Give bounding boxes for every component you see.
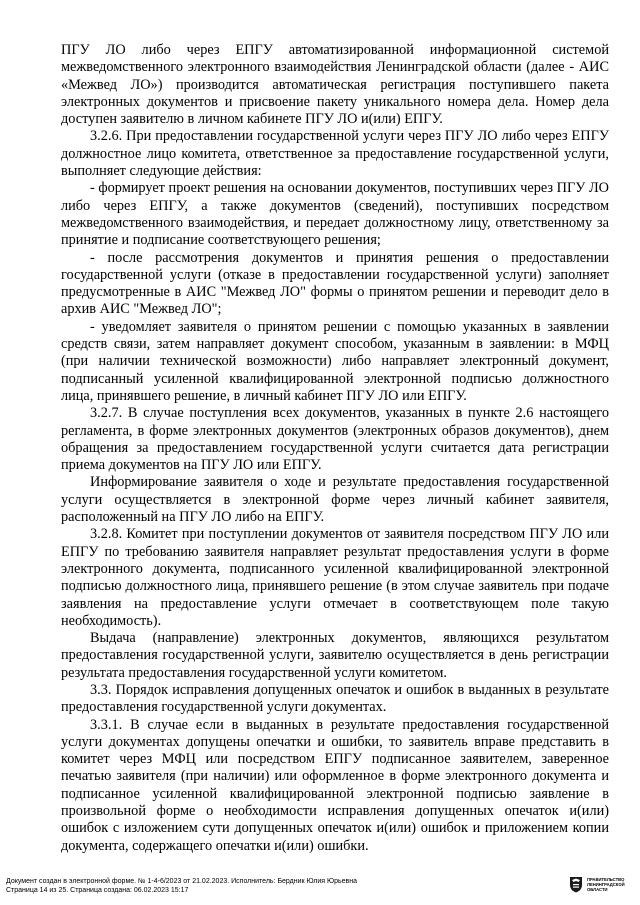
- government-logo: [569, 875, 637, 897]
- paragraph: 3.3.1. В случае если в выданных в результате предоставления государственной услуги документах допущены опечатки и ошибки, то заявитель вправе представить в комитет через МФЦ или посредством ЕПГУ подписанное заявителем, заверенное печатью заявителя (при наличии) или оформленное в форме электронного документа и подписанное усиленной квалифицированной электронной подписью заявление в произвольной форме о необходимости исправления допущенных опечаток и(или) ошибок с изложением сути допущенных опечаток и(или) ошибок и приложением копии документа, содержащего опечатки и(или) ошибки.: [61, 716, 609, 854]
- coat-of-arms-icon: [569, 876, 583, 893]
- logo-text: ПРАВИТЕЛЬСТВО ЛЕНИНГРАДСКОЙ ОБЛАСТИ: [587, 877, 625, 893]
- paragraph: ПГУ ЛО либо через ЕПГУ автоматизированной информационной системой межведомственного электронного взаимодействия Ленинградской области (далее - АИС «Межвед ЛО») производится автоматическая регистрация поступившего пакета электронных документов и присвоение пакету уникального номера дела. Номер дела доступен заявителю в личном кабинете ПГУ ЛО и(или) ЕПГУ.: [61, 42, 609, 128]
- paragraph: 3.2.8. Комитет при поступлении документов от заявителя посредством ПГУ ЛО или ЕПГУ по требованию заявителя направляет результат предоставления услуги в форме электронного документа, подписанного усиленной квалифицированной электронной подписью должностного лица, принявшего решение (в этом случае заявитель при подаче заявления на предоставление услуги отмечает в соответствующем поле такую необходимость).: [61, 526, 609, 629]
- page-footer: [6, 877, 566, 895]
- document-body: [61, 42, 609, 855]
- footer-page-info: Страница 14 из 25. Страница создана: 06.02.2023 15:17: [6, 887, 189, 894]
- paragraph: - уведомляет заявителя о принятом решении с помощью указанных в заявлении средств связи, затем направляет документ способом, указанным в заявлении: в МФЦ (при наличии технической возможности) либо направляет электронный документ, подписанный усиленной квалифицированной электронной подписью должностного лица, принявшего решение, в личный кабинет ПГУ ЛО или ЕПГУ.: [61, 318, 609, 404]
- paragraph: Информирование заявителя о ходе и результате предоставления государственной услуги осуществляется в электронной форме через личный кабинет заявителя, расположенный на ПГУ ЛО либо на ЕПГУ.: [61, 474, 609, 526]
- paragraph: Выдача (направление) электронных документов, являющихся результатом предоставления государственной услуги, заявителю осуществляется в день регистрации результата предоставления государственной услуги комитетом.: [61, 630, 609, 681]
- paragraph: 3.2.7. В случае поступления всех документов, указанных в пункте 2.6 настоящего регламента, в форме электронных документов (электронных образов документов), днем обращения за предоставлением государственной услуги считается дата регистрации приема документов на ПГУ ЛО или ЕПГУ.: [61, 405, 609, 474]
- footer-document-info: Документ создан в электронной форме. № 1-4-6/2023 от 21.02.2023. Исполнитель: Бердник Юлия Юрьевна: [6, 878, 358, 885]
- paragraph: 3.3. Порядок исправления допущенных опечаток и ошибок в выданных в результате предоставления государственной услуги документах.: [61, 681, 609, 716]
- paragraph: - формирует проект решения на основании документов, поступивших через ПГУ ЛО либо через ЕПГУ, а также документов (сведений), поступивших посредством межведомственного взаимодействия, и передает должностному лицу, ответственному за принятие и подписание соответствующего решения;: [61, 180, 609, 249]
- paragraph: 3.2.6. При предоставлении государственной услуги через ПГУ ЛО либо через ЕПГУ должностное лицо комитета, ответственное за предоставление государственной услуги, выполняет следующие действия:: [61, 128, 609, 180]
- paragraph: - после рассмотрения документов и принятия решения о предоставлении государственной услуги (отказе в предоставлении государственной услуги) заполняет предусмотренные в АИС "Межвед ЛО" формы о принятом решении и переводит дело в архив АИС "Межвед ЛО";: [61, 249, 609, 318]
